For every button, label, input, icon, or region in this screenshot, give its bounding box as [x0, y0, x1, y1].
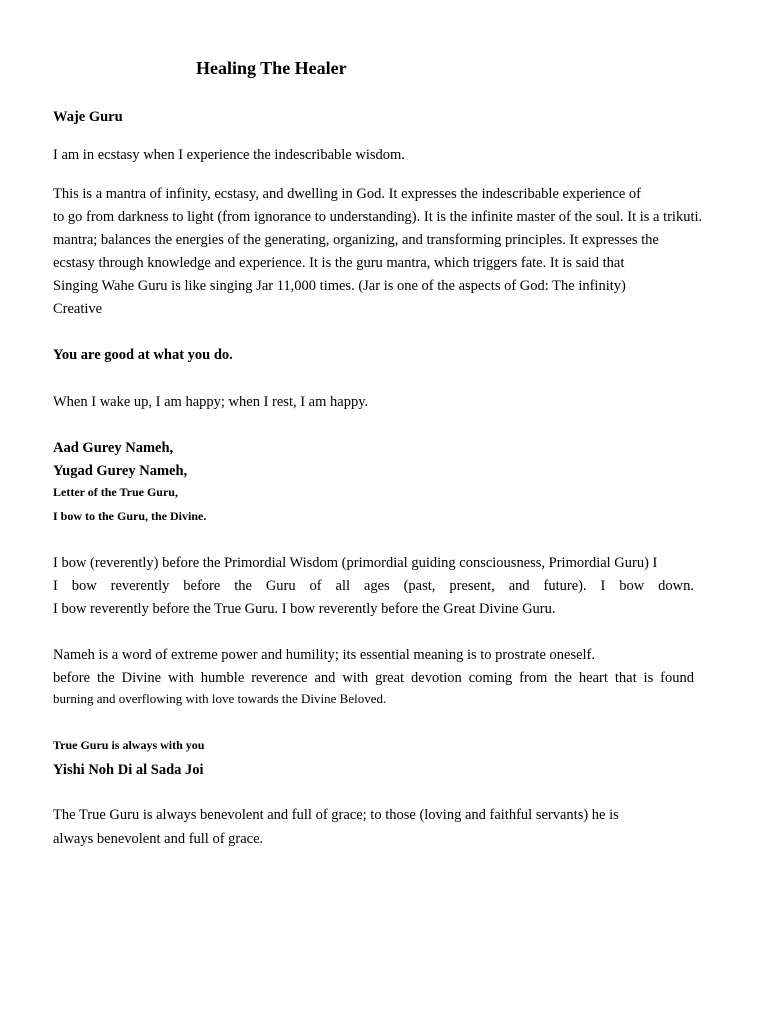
document-title: Healing The Healer	[196, 58, 347, 78]
paragraph-line: The True Guru is always benevolent and full of grace; to those (loving and faithful servants) he is	[53, 807, 619, 823]
good-at-heading: You are good at what you do.	[53, 347, 233, 363]
mantra-line: Yugad Gurey Nameh,	[53, 463, 188, 479]
paragraph-line: Nameh is a word of extreme power and humility; its essential meaning is to prostrate oneself.	[53, 647, 596, 663]
paragraph-line: I bow reverently before the True Guru. I bow reverently before the Great Divine Guru.	[53, 601, 556, 617]
wake-up-text: When I wake up, I am happy; when I rest, I am happy.	[53, 394, 369, 410]
true-guru-subheading: True Guru is always with you	[53, 738, 205, 752]
paragraph-line: I bow (reverently) before the Primordial Wisdom (primordial guiding consciousness, Primordial Guru) I	[53, 555, 658, 571]
mantra-line: Letter of the True Guru,	[53, 485, 178, 499]
paragraph-line: I bow reverently before the Guru of all ages (past, present, and future). I bow down.	[53, 578, 694, 594]
paragraph-line: This is a mantra of infinity, ecstasy, and dwelling in God. It expresses the indescribable experience of	[53, 186, 642, 202]
paragraph-line: Singing Wahe Guru is like singing Jar 11,000 times. (Jar is one of the aspects of God: The infinity)	[53, 278, 626, 294]
yishi-mantra: Yishi Noh Di al Sada Joi	[53, 762, 204, 778]
waje-guru-heading: Waje Guru	[53, 109, 123, 125]
mantra-line: I bow to the Guru, the Divine.	[53, 509, 207, 523]
paragraph-line: burning and overflowing with love towards the Divine Beloved.	[53, 691, 387, 706]
paragraph-line: always benevolent and full of grace.	[53, 831, 264, 847]
paragraph-line: before the Divine with humble reverence and with great devotion coming from the heart that is found	[53, 670, 694, 686]
mantra-line: Aad Gurey Nameh,	[53, 440, 174, 456]
waje-guru-translation: I am in ecstasy when I experience the indescribable wisdom.	[53, 147, 405, 163]
paragraph-line: mantra; balances the energies of the generating, organizing, and transforming principles. It expresses the	[53, 232, 659, 248]
paragraph-line: Creative	[53, 301, 103, 317]
paragraph-line: ecstasy through knowledge and experience. It is the guru mantra, which triggers fate. It is said that	[53, 255, 625, 271]
paragraph-line: to go from darkness to light (from ignorance to understanding). It is the infinite master of the soul. It is a trikuti.	[53, 209, 703, 225]
